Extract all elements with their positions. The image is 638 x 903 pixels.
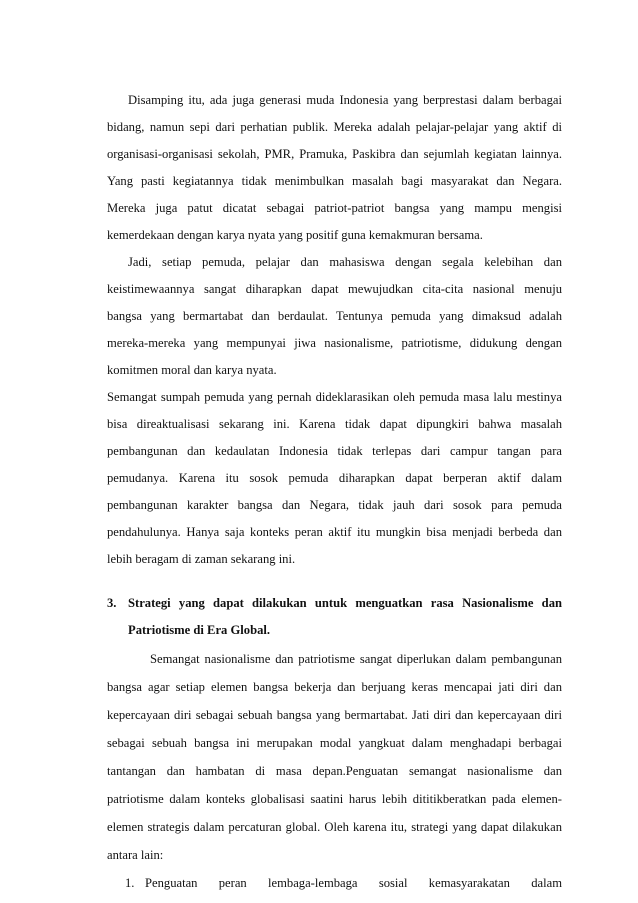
section-number: 3. xyxy=(107,596,117,610)
paragraph-3-line-4: pemudanya. Karena itu sosok pemuda diharapkan dapat berperan aktif dalam xyxy=(107,471,562,485)
paragraph-3-line-7: lebih beragam di zaman sekarang ini. xyxy=(107,552,296,566)
paragraph-2-line-1: Jadi, setiap pemuda, pelajar dan mahasiswa dengan segala kelebihan dan xyxy=(128,255,562,269)
section-line-3: kepercayaan diri sebagai sebuah bangsa yang bermartabat. Jati diri dan kepercayaan diri xyxy=(107,708,562,722)
section-line-5: tantangan dan hambatan di masa depan.Penguatan semangat nasionalisme dan xyxy=(107,764,562,778)
paragraph-1-line-2: bidang, namun sepi dari perhatian publik. Mereka adalah pelajar-pelajar yang aktif di xyxy=(107,120,562,134)
paragraph-3-line-5: pembangunan karakter bangsa dan Negara, tidak jauh dari sosok para pemuda xyxy=(107,498,562,512)
paragraph-3-line-3: pembangunan dan kedaulatan Indonesia tidak terlepas dari campur tangan para xyxy=(107,444,562,458)
section-line-7: elemen strategis dalam percaturan global. Oleh karena itu, strategi yang dapat dilakukan xyxy=(107,820,562,834)
paragraph-2-line-3: bangsa yang bermartabat dan berdaulat. Tentunya pemuda yang dimaksud adalah xyxy=(107,309,562,323)
paragraph-1-line-3: organisasi-organisasi sekolah, PMR, Pramuka, Paskibra dan sejumlah kegiatan lainnya. xyxy=(107,147,562,161)
section-line-1: Semangat nasionalisme dan patriotisme sangat diperlukan dalam pembangunan xyxy=(150,652,562,666)
paragraph-2-line-2: keistimewaannya sangat diharapkan dapat mewujudkan cita-cita nasional menuju xyxy=(107,282,562,296)
section-title-line-1: Strategi yang dapat dilakukan untuk menguatkan rasa Nasionalisme dan xyxy=(128,596,562,610)
paragraph-1-line-4: Yang pasti kegiatannya tidak menimbulkan masalah bagi masyarakat dan Negara. xyxy=(107,174,562,188)
section-line-4: sebagai sebuah bangsa ini merupakan modal yangkuat dalam menghadapi berbagai xyxy=(107,736,562,750)
paragraph-1-line-5: Mereka juga patut dicatat sebagai patriot-patriot bangsa yang mampu mengisi xyxy=(107,201,562,215)
paragraph-3-line-1: Semangat sumpah pemuda yang pernah dideklarasikan oleh pemuda masa lalu mestinya xyxy=(107,390,562,404)
paragraph-3-line-2: bisa direaktualisasi sekarang ini. Karena tidak dapat dipungkiri bahwa masalah xyxy=(107,417,562,431)
paragraph-1-line-1: Disamping itu, ada juga generasi muda Indonesia yang berprestasi dalam berbagai xyxy=(128,93,562,107)
paragraph-1-line-6: kemerdekaan dengan karya nyata yang positif guna kemakmuran bersama. xyxy=(107,228,483,242)
list-item-line-1: Penguatan peran lembaga-lembaga sosial kemasyarakatan dalam xyxy=(145,876,562,890)
paragraph-2-line-4: mereka-mereka yang mempunyai jiwa nasionalisme, patriotisme, didukung dengan xyxy=(107,336,562,350)
paragraph-3-line-6: pendahulunya. Hanya saja konteks peran aktif itu mungkin bisa menjadi berbeda dan xyxy=(107,525,562,539)
section-title-line-2: Patriotisme di Era Global. xyxy=(128,623,271,637)
section-line-2: bangsa agar setiap elemen bangsa bekerja dan berjuang keras mencapai jati diri dan xyxy=(107,680,562,694)
section-line-6: patriotisme dalam konteks globalisasi saatini harus lebih dititikberatkan pada elemen- xyxy=(107,792,562,806)
paragraph-2-line-5: komitmen moral dan karya nyata. xyxy=(107,363,277,377)
list-item-number: 1. xyxy=(125,876,135,890)
section-line-8: antara lain: xyxy=(107,848,164,862)
